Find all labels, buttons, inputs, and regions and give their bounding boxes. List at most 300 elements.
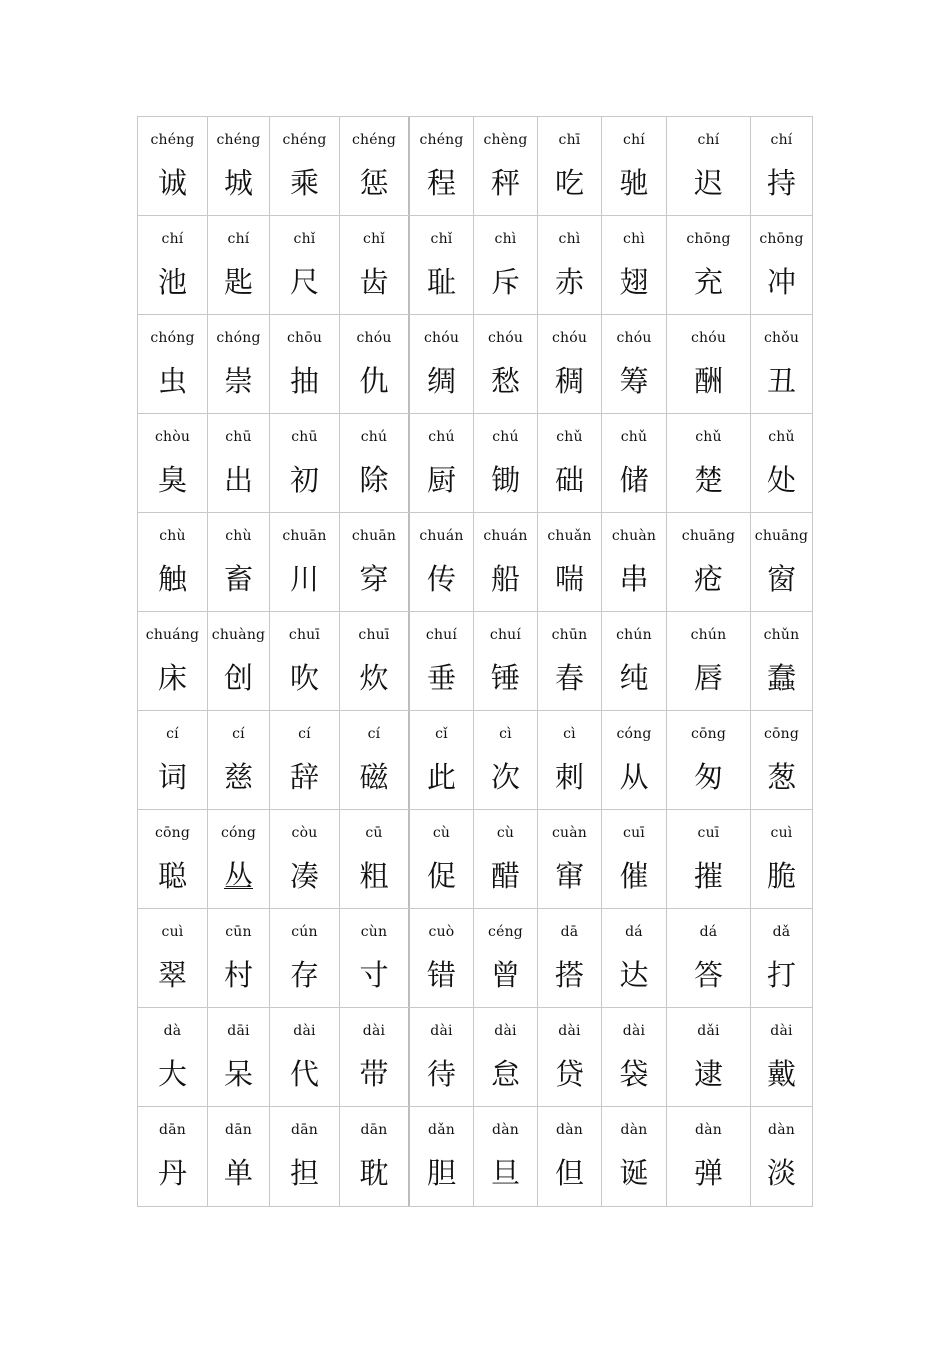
character-cell bbox=[410, 315, 474, 413]
character-cell bbox=[138, 1107, 208, 1206]
hanzi-character: 齿 bbox=[359, 265, 389, 299]
character-cell bbox=[410, 513, 474, 611]
pinyin-label: chòu bbox=[154, 429, 191, 445]
pinyin-label: cūn bbox=[225, 924, 252, 940]
character-cell bbox=[208, 909, 270, 1007]
character-cell bbox=[538, 513, 602, 611]
hanzi-character: 打 bbox=[766, 958, 796, 992]
hanzi-character: 怠 bbox=[490, 1057, 520, 1091]
pinyin-label: còu bbox=[291, 825, 318, 841]
character-cell bbox=[270, 414, 340, 512]
pinyin-label: chéng bbox=[282, 132, 327, 148]
hanzi-character: 斥 bbox=[490, 265, 520, 299]
pinyin-label: dān bbox=[360, 1122, 388, 1138]
hanzi-character: 戴 bbox=[766, 1057, 796, 1091]
pinyin-label: chǒu bbox=[763, 330, 800, 346]
hanzi-character: 仇 bbox=[359, 364, 389, 398]
pinyin-label: chū bbox=[291, 429, 318, 445]
character-cell bbox=[538, 711, 602, 809]
pinyin-label: cōng bbox=[690, 726, 727, 742]
character-cell bbox=[270, 117, 340, 215]
hanzi-character: 此 bbox=[426, 760, 456, 794]
hanzi-character: 搭 bbox=[554, 958, 584, 992]
pinyin-label: dài bbox=[770, 1023, 793, 1039]
character-cell bbox=[410, 612, 474, 710]
pinyin-label: cí bbox=[166, 726, 179, 742]
character-cell bbox=[410, 117, 474, 215]
hanzi-character: 储 bbox=[619, 463, 649, 497]
pinyin-label: cōng bbox=[763, 726, 800, 742]
hanzi-character: 窜 bbox=[554, 859, 584, 893]
pinyin-label: chéng bbox=[150, 132, 195, 148]
table-row bbox=[138, 810, 812, 909]
character-cell bbox=[340, 513, 410, 611]
hanzi-character: 弹 bbox=[693, 1156, 723, 1190]
character-cell bbox=[602, 117, 667, 215]
hanzi-character: 赤 bbox=[554, 265, 584, 299]
pinyin-label: cōng bbox=[154, 825, 191, 841]
pinyin-label: dà bbox=[163, 1023, 182, 1039]
pinyin-label: chōng bbox=[686, 231, 731, 247]
character-cell bbox=[340, 216, 410, 314]
character-cell bbox=[208, 612, 270, 710]
pinyin-label: chí bbox=[623, 132, 645, 148]
hanzi-character: 葱 bbox=[766, 760, 796, 794]
hanzi-character: 逮 bbox=[693, 1057, 723, 1091]
character-cell bbox=[270, 810, 340, 908]
hanzi-character: 程 bbox=[426, 166, 456, 200]
hanzi-character: 臭 bbox=[157, 463, 187, 497]
pinyin-label: dá bbox=[625, 924, 643, 940]
pinyin-label: dàn bbox=[556, 1122, 583, 1138]
hanzi-character: 窗 bbox=[766, 562, 796, 596]
pinyin-label: dā bbox=[560, 924, 579, 940]
hanzi-character: 刺 bbox=[554, 760, 584, 794]
hanzi-character: 垂 bbox=[426, 661, 456, 695]
pinyin-label: chǔ bbox=[556, 429, 583, 445]
table-row bbox=[138, 1008, 812, 1107]
character-cell bbox=[340, 1107, 410, 1206]
character-cell bbox=[138, 909, 208, 1007]
pinyin-label: chì bbox=[558, 231, 581, 247]
hanzi-character: 慈 bbox=[223, 760, 253, 794]
hanzi-character: 凑 bbox=[289, 859, 319, 893]
pinyin-label: dá bbox=[699, 924, 718, 940]
pinyin-label: dài bbox=[430, 1023, 453, 1039]
character-cell bbox=[667, 1107, 751, 1206]
character-cell bbox=[410, 810, 474, 908]
character-cell bbox=[602, 810, 667, 908]
pinyin-label: chī bbox=[558, 132, 581, 148]
character-cell bbox=[340, 1008, 410, 1106]
pinyin-label: cuī bbox=[697, 825, 720, 841]
character-cell bbox=[208, 810, 270, 908]
pinyin-label: chōu bbox=[286, 330, 323, 346]
pinyin-label: chuáng bbox=[145, 627, 200, 643]
pinyin-label: chí bbox=[697, 132, 720, 148]
character-table bbox=[137, 116, 813, 1207]
character-cell bbox=[270, 612, 340, 710]
character-cell bbox=[667, 513, 751, 611]
character-cell bbox=[751, 909, 812, 1007]
hanzi-character: 匆 bbox=[693, 760, 723, 794]
character-cell bbox=[474, 414, 538, 512]
hanzi-character: 耽 bbox=[359, 1156, 389, 1190]
pinyin-label: chǔ bbox=[695, 429, 722, 445]
hanzi-character: 春 bbox=[554, 661, 584, 695]
hanzi-character: 稠 bbox=[554, 364, 584, 398]
hanzi-character: 川 bbox=[289, 562, 319, 596]
pinyin-label: chóu bbox=[423, 330, 460, 346]
character-cell bbox=[538, 216, 602, 314]
pinyin-label: chuàn bbox=[611, 528, 657, 544]
table-row bbox=[138, 612, 812, 711]
hanzi-character: 带 bbox=[359, 1057, 389, 1091]
character-cell bbox=[667, 711, 751, 809]
pinyin-label: chóu bbox=[616, 330, 652, 346]
pinyin-label: dān bbox=[291, 1122, 318, 1138]
character-cell bbox=[410, 216, 474, 314]
pinyin-label: dān bbox=[159, 1122, 186, 1138]
pinyin-label: chì bbox=[623, 231, 645, 247]
character-cell bbox=[270, 909, 340, 1007]
table-row bbox=[138, 216, 812, 315]
pinyin-label: dǎi bbox=[697, 1023, 720, 1039]
hanzi-character: 袋 bbox=[619, 1057, 649, 1091]
hanzi-character: 胆 bbox=[426, 1156, 456, 1190]
hanzi-character: 待 bbox=[426, 1057, 456, 1091]
pinyin-label: dài bbox=[494, 1023, 517, 1039]
pinyin-label: chéng bbox=[216, 132, 261, 148]
hanzi-character: 词 bbox=[157, 760, 187, 794]
hanzi-character: 担 bbox=[289, 1156, 319, 1190]
character-cell bbox=[538, 909, 602, 1007]
character-cell bbox=[474, 711, 538, 809]
pinyin-label: chéng bbox=[351, 132, 397, 148]
pinyin-label: chuàng bbox=[211, 627, 266, 643]
hanzi-character: 筹 bbox=[619, 364, 649, 398]
pinyin-label: chuí bbox=[489, 627, 522, 643]
pinyin-label: chǐ bbox=[363, 231, 385, 247]
hanzi-character: 冲 bbox=[766, 265, 796, 299]
pinyin-label: chōng bbox=[759, 231, 804, 247]
table-row bbox=[138, 1107, 812, 1206]
character-cell bbox=[667, 216, 751, 314]
character-cell bbox=[410, 909, 474, 1007]
character-cell bbox=[538, 612, 602, 710]
character-cell bbox=[340, 711, 410, 809]
pinyin-label: cuì bbox=[770, 825, 793, 841]
table-row bbox=[138, 414, 812, 513]
character-cell bbox=[751, 513, 812, 611]
character-cell bbox=[270, 315, 340, 413]
hanzi-character: 丹 bbox=[157, 1156, 187, 1190]
hanzi-character: 串 bbox=[619, 562, 649, 596]
pinyin-label: chóng bbox=[216, 330, 261, 346]
character-cell bbox=[667, 117, 751, 215]
hanzi-character: 寸 bbox=[359, 958, 389, 992]
hanzi-character: 惩 bbox=[359, 166, 389, 200]
pinyin-label: cǐ bbox=[435, 726, 448, 742]
character-cell bbox=[538, 315, 602, 413]
character-cell bbox=[410, 1008, 474, 1106]
character-cell bbox=[667, 1008, 751, 1106]
hanzi-character: 创 bbox=[223, 661, 253, 695]
character-cell bbox=[208, 1107, 270, 1206]
character-cell bbox=[602, 414, 667, 512]
pinyin-label: dàn bbox=[768, 1122, 795, 1138]
hanzi-character: 丛 bbox=[223, 859, 253, 893]
hanzi-character: 催 bbox=[619, 859, 649, 893]
character-cell bbox=[751, 1008, 812, 1106]
character-cell bbox=[751, 711, 812, 809]
character-cell bbox=[138, 711, 208, 809]
character-cell bbox=[208, 513, 270, 611]
hanzi-character: 村 bbox=[223, 958, 253, 992]
hanzi-character: 旦 bbox=[490, 1156, 520, 1190]
hanzi-character: 驰 bbox=[619, 166, 649, 200]
pinyin-label: chūn bbox=[551, 627, 588, 643]
character-cell bbox=[538, 117, 602, 215]
character-cell bbox=[667, 810, 751, 908]
hanzi-character: 诞 bbox=[619, 1156, 649, 1190]
pinyin-label: chú bbox=[492, 429, 519, 445]
hanzi-character: 迟 bbox=[693, 166, 723, 200]
hanzi-character: 床 bbox=[157, 661, 187, 695]
hanzi-character: 吃 bbox=[554, 166, 584, 200]
hanzi-character: 达 bbox=[619, 958, 649, 992]
character-cell bbox=[602, 1107, 667, 1206]
pinyin-label: chún bbox=[690, 627, 727, 643]
pinyin-label: céng bbox=[488, 924, 523, 940]
hanzi-character: 丑 bbox=[766, 364, 796, 398]
character-cell bbox=[340, 315, 410, 413]
character-cell bbox=[138, 513, 208, 611]
character-cell bbox=[602, 315, 667, 413]
hanzi-character: 充 bbox=[693, 265, 723, 299]
pinyin-label: cuī bbox=[623, 825, 645, 841]
hanzi-character: 吹 bbox=[289, 661, 319, 695]
character-cell bbox=[208, 414, 270, 512]
hanzi-character: 炊 bbox=[359, 661, 389, 695]
hanzi-character: 出 bbox=[223, 463, 253, 497]
character-cell bbox=[602, 909, 667, 1007]
pinyin-label: chú bbox=[428, 429, 455, 445]
hanzi-character: 厨 bbox=[426, 463, 456, 497]
character-cell bbox=[208, 117, 270, 215]
hanzi-character: 促 bbox=[426, 859, 456, 893]
hanzi-character: 粗 bbox=[359, 859, 389, 893]
pinyin-label: cún bbox=[291, 924, 318, 940]
hanzi-character: 翅 bbox=[619, 265, 649, 299]
pinyin-label: chóng bbox=[150, 330, 195, 346]
character-cell bbox=[602, 1008, 667, 1106]
pinyin-label: chóu bbox=[690, 330, 727, 346]
hanzi-character: 蠢 bbox=[766, 661, 796, 695]
character-cell bbox=[602, 711, 667, 809]
character-cell bbox=[751, 216, 812, 314]
character-cell bbox=[138, 216, 208, 314]
character-cell bbox=[538, 810, 602, 908]
pinyin-label: cì bbox=[563, 726, 576, 742]
pinyin-label: dǎ bbox=[772, 924, 791, 940]
character-cell bbox=[474, 216, 538, 314]
character-cell bbox=[474, 1008, 538, 1106]
character-cell bbox=[474, 117, 538, 215]
hanzi-character: 聪 bbox=[157, 859, 187, 893]
pinyin-label: dàn bbox=[695, 1122, 722, 1138]
character-cell bbox=[474, 1107, 538, 1206]
hanzi-character: 存 bbox=[289, 958, 319, 992]
character-cell bbox=[538, 1008, 602, 1106]
hanzi-character: 池 bbox=[157, 265, 187, 299]
hanzi-character: 抽 bbox=[289, 364, 319, 398]
pinyin-label: chún bbox=[616, 627, 652, 643]
hanzi-character: 摧 bbox=[693, 859, 723, 893]
pinyin-label: dài bbox=[622, 1023, 646, 1039]
table-row bbox=[138, 513, 812, 612]
hanzi-character: 大 bbox=[157, 1057, 187, 1091]
pinyin-label: chǔ bbox=[768, 429, 795, 445]
character-cell bbox=[751, 810, 812, 908]
character-cell bbox=[340, 909, 410, 1007]
pinyin-label: chuāng bbox=[754, 528, 809, 544]
pinyin-label: chuān bbox=[351, 528, 397, 544]
pinyin-label: chuǎn bbox=[547, 528, 592, 544]
table-row bbox=[138, 315, 812, 414]
character-cell bbox=[602, 216, 667, 314]
pinyin-label: cóng bbox=[616, 726, 652, 742]
pinyin-label: cuì bbox=[161, 924, 184, 940]
hanzi-character: 愁 bbox=[490, 364, 520, 398]
character-cell bbox=[138, 1008, 208, 1106]
hanzi-character: 除 bbox=[359, 463, 389, 497]
hanzi-character: 辞 bbox=[289, 760, 319, 794]
character-cell bbox=[138, 414, 208, 512]
pinyin-label: cì bbox=[499, 726, 512, 742]
hanzi-character: 础 bbox=[554, 463, 584, 497]
hanzi-character: 纯 bbox=[619, 661, 649, 695]
hanzi-character: 曾 bbox=[490, 958, 520, 992]
table-row bbox=[138, 117, 812, 216]
character-cell bbox=[474, 612, 538, 710]
hanzi-character: 崇 bbox=[223, 364, 253, 398]
pinyin-label: cí bbox=[367, 726, 381, 742]
table-row bbox=[138, 711, 812, 810]
character-cell bbox=[410, 711, 474, 809]
pinyin-label: chù bbox=[159, 528, 186, 544]
character-cell bbox=[751, 117, 812, 215]
pinyin-label: chú bbox=[360, 429, 388, 445]
hanzi-character: 处 bbox=[766, 463, 796, 497]
character-cell bbox=[138, 315, 208, 413]
pinyin-label: cù bbox=[496, 825, 515, 841]
character-cell bbox=[138, 612, 208, 710]
hanzi-character: 匙 bbox=[223, 265, 253, 299]
pinyin-label: chù bbox=[225, 528, 252, 544]
pinyin-label: chuān bbox=[282, 528, 327, 544]
pinyin-label: chuán bbox=[483, 528, 528, 544]
hanzi-character: 锄 bbox=[490, 463, 520, 497]
pinyin-label: chí bbox=[227, 231, 250, 247]
pinyin-label: chì bbox=[494, 231, 517, 247]
pinyin-label: chuí bbox=[425, 627, 458, 643]
pinyin-label: chéng bbox=[419, 132, 464, 148]
hanzi-character: 触 bbox=[157, 562, 187, 596]
character-cell bbox=[474, 315, 538, 413]
hanzi-character: 锤 bbox=[490, 661, 520, 695]
hanzi-character: 绸 bbox=[426, 364, 456, 398]
pinyin-label: chū bbox=[225, 429, 252, 445]
hanzi-character: 疮 bbox=[693, 562, 723, 596]
hanzi-character: 酬 bbox=[693, 364, 723, 398]
pinyin-label: dàn bbox=[620, 1122, 648, 1138]
character-cell bbox=[340, 810, 410, 908]
character-cell bbox=[340, 117, 410, 215]
character-cell bbox=[340, 612, 410, 710]
pinyin-label: cuàn bbox=[551, 825, 588, 841]
hanzi-character: 尺 bbox=[289, 265, 319, 299]
character-cell bbox=[667, 612, 751, 710]
character-cell bbox=[538, 414, 602, 512]
hanzi-character: 喘 bbox=[554, 562, 584, 596]
pinyin-label: dài bbox=[558, 1023, 581, 1039]
character-cell bbox=[751, 1107, 812, 1206]
pinyin-label: cùn bbox=[360, 924, 388, 940]
pinyin-label: cí bbox=[232, 726, 245, 742]
pinyin-label: chǔ bbox=[620, 429, 648, 445]
character-cell bbox=[410, 1107, 474, 1206]
hanzi-character: 淡 bbox=[766, 1156, 796, 1190]
character-cell bbox=[474, 513, 538, 611]
character-cell bbox=[270, 1107, 340, 1206]
character-cell bbox=[138, 117, 208, 215]
pinyin-label: chǔn bbox=[763, 627, 800, 643]
character-cell bbox=[667, 414, 751, 512]
hanzi-character: 代 bbox=[289, 1057, 319, 1091]
pinyin-label: dǎn bbox=[428, 1122, 455, 1138]
character-cell bbox=[270, 711, 340, 809]
hanzi-character: 翠 bbox=[157, 958, 187, 992]
hanzi-character: 穿 bbox=[359, 562, 389, 596]
hanzi-character: 虫 bbox=[157, 364, 187, 398]
hanzi-character: 持 bbox=[766, 166, 796, 200]
character-cell bbox=[208, 315, 270, 413]
character-cell bbox=[208, 216, 270, 314]
pinyin-label: chuī bbox=[358, 627, 390, 643]
hanzi-character: 秤 bbox=[490, 166, 520, 200]
pinyin-label: cóng bbox=[220, 825, 257, 841]
pinyin-label: chǐ bbox=[430, 231, 453, 247]
pinyin-label: dāi bbox=[227, 1023, 250, 1039]
character-cell bbox=[667, 315, 751, 413]
pinyin-label: chóu bbox=[356, 330, 392, 346]
hanzi-character: 楚 bbox=[693, 463, 723, 497]
character-cell bbox=[751, 414, 812, 512]
hanzi-character: 磁 bbox=[359, 760, 389, 794]
hanzi-character: 次 bbox=[490, 760, 520, 794]
pinyin-label: chuī bbox=[288, 627, 321, 643]
hanzi-character: 乘 bbox=[289, 166, 319, 200]
hanzi-character: 城 bbox=[223, 166, 253, 200]
table-row bbox=[138, 909, 812, 1008]
pinyin-label: dān bbox=[225, 1122, 252, 1138]
character-cell bbox=[340, 414, 410, 512]
hanzi-character: 唇 bbox=[693, 661, 723, 695]
pinyin-label: chóu bbox=[487, 330, 524, 346]
hanzi-character: 耻 bbox=[426, 265, 456, 299]
character-cell bbox=[751, 612, 812, 710]
